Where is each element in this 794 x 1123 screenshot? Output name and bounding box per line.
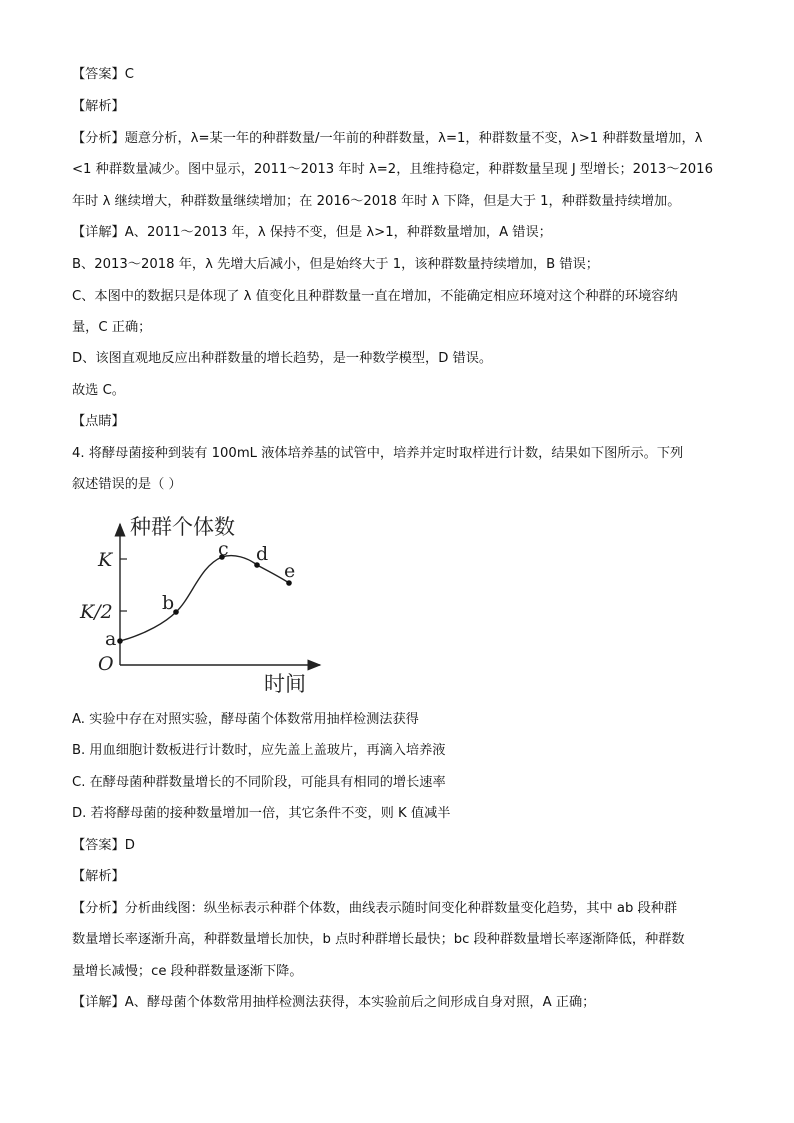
q4-analysis-heading: 【解析】 bbox=[72, 869, 125, 884]
population-curve-figure bbox=[76, 508, 346, 698]
x-axis-label: 时间 bbox=[264, 672, 306, 696]
q3-dianjing: 【点睛】 bbox=[72, 414, 125, 429]
q4-option-a: A. 实验中存在对照实验，酵母菌个体数常用抽样检测法获得 bbox=[72, 712, 419, 727]
q4-analysis-line-3: 量增长减慢；ce 段种群数量逐渐下降。 bbox=[72, 964, 303, 979]
tick-label-K2: K/2 bbox=[80, 601, 113, 623]
point-label-d: d bbox=[256, 543, 269, 565]
q3-detail-line-5: D、该图直观地反应出种群数量的增长趋势，是一种数学模型，D 错误。 bbox=[72, 351, 493, 366]
point-label-e: e bbox=[284, 560, 296, 582]
point-label-b: b bbox=[162, 592, 175, 614]
growth-curve bbox=[120, 556, 289, 641]
point-label-a: a bbox=[105, 628, 117, 650]
q4-stem-line-2: 叙述错误的是（ ） bbox=[72, 477, 182, 492]
q4-analysis-line-1: 【分析】分析曲线图：纵坐标表示种群个体数，曲线表示随时间变化种群数量变化趋势，其中 ab 段种群 bbox=[72, 901, 678, 916]
q3-detail-line-3: C、本图中的数据只是体现了 λ 值变化且种群数量一直在增加，不能确定相应环境对这个种群的环境容纳 bbox=[72, 289, 678, 304]
q4-detail-line-1: 【详解】A、酵母菌个体数常用抽样检测法获得，本实验前后之间形成自身对照，A 正确； bbox=[72, 995, 596, 1010]
q3-detail-line-6: 故选 C。 bbox=[72, 383, 125, 398]
q4-option-c: C. 在酵母菌种群数量增长的不同阶段，可能具有相同的增长速率 bbox=[72, 775, 446, 790]
q3-analysis-line-2: <1 种群数量减少。图中显示，2011～2013 年时 λ=2，且维持稳定，种群数量呈现 J 型增长；2013～2016 bbox=[72, 162, 713, 177]
q3-detail-line-1: 【详解】A、2011～2013 年，λ 保持不变，但是 λ>1，种群数量增加，A 错误； bbox=[72, 225, 552, 240]
q4-analysis-line-2: 数量增长率逐渐升高，种群数量增长加快，b 点时种群增长最快；bc 段种群数量增长率逐渐降低，种群数 bbox=[72, 932, 685, 947]
q3-detail-line-4: 量，C 正确； bbox=[72, 320, 152, 335]
origin-label: O bbox=[98, 653, 114, 675]
tick-label-K: K bbox=[98, 549, 113, 571]
q3-analysis-line-1: 【分析】题意分析，λ=某一年的种群数量/一年前的种群数量，λ=1，种群数量不变，λ>1 种群数量增加，λ bbox=[72, 131, 703, 146]
y-axis-label: 种群个体数 bbox=[130, 515, 235, 539]
point-label-c: c bbox=[218, 538, 229, 560]
q4-answer: 【答案】D bbox=[72, 838, 135, 853]
q3-analysis-line-3: 年时 λ 继续增大，种群数量继续增加；在 2016～2018 年时 λ 下降，但是大于 1，种群数量持续增加。 bbox=[72, 194, 681, 209]
point-a bbox=[117, 638, 123, 644]
q3-answer: 【答案】C bbox=[72, 67, 134, 82]
q3-analysis-heading: 【解析】 bbox=[72, 99, 125, 114]
q4-stem-line-1: 4. 将酵母菌接种到装有 100mL 液体培养基的试管中，培养并定时取样进行计数，结果如下图所示。下列 bbox=[72, 446, 684, 461]
q4-option-b: B. 用血细胞计数板进行计数时，应先盖上盖玻片，再滴入培养液 bbox=[72, 743, 446, 758]
q3-detail-line-2: B、2013～2018 年，λ 先增大后减小，但是始终大于 1，该种群数量持续增加，B 错误； bbox=[72, 257, 599, 272]
q4-option-d: D. 若将酵母菌的接种数量增加一倍，其它条件不变，则 K 值减半 bbox=[72, 806, 451, 821]
